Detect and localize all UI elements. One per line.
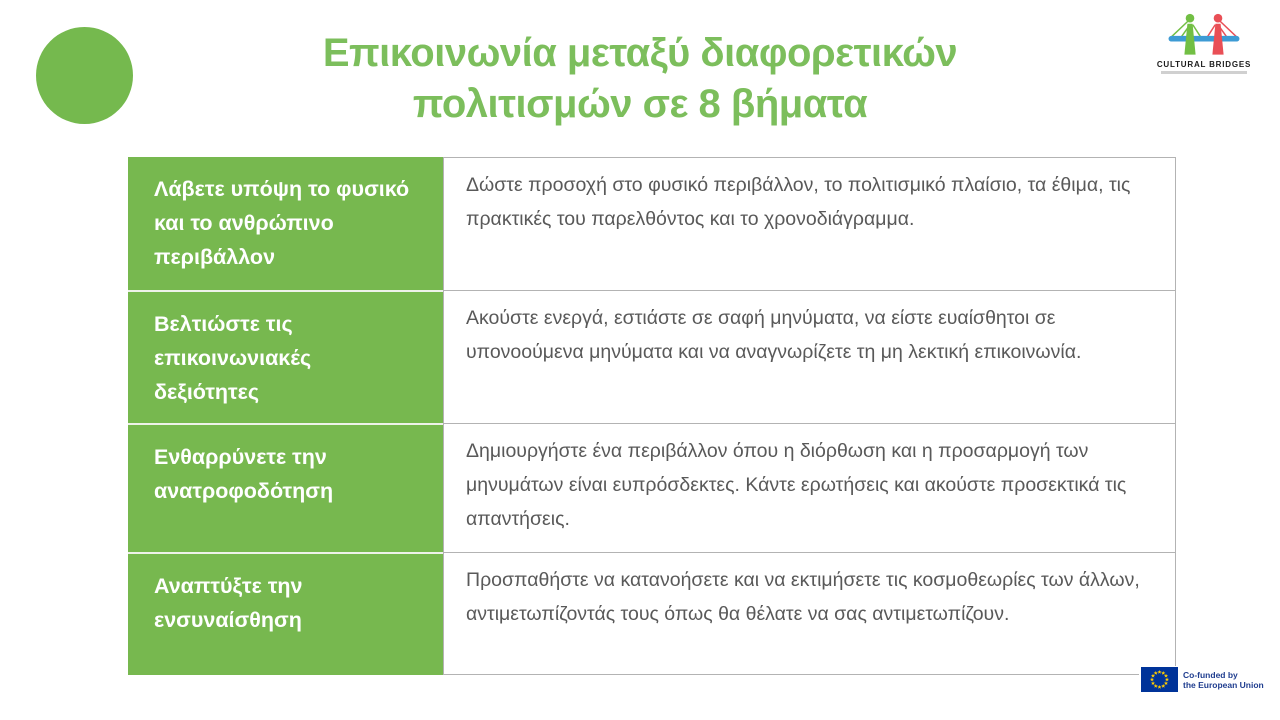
accent-circle bbox=[36, 27, 133, 124]
description-cell: Δημιουργήστε ένα περιβάλλον όπου η διόρθωση και η προσαρμογή των μηνυμάτων είναι ευπρόσδεκτες. Κάντε ερωτήσεις και ακούστε προσεκτικά τις απαντήσεις. bbox=[443, 423, 1176, 552]
table-row bbox=[128, 552, 1176, 675]
description-cell: Δώστε προσοχή στο φυσικό περιβάλλον, το πολιτισμικό πλαίσιο, τα έθιμα, τις πρακτικές του παρελθόντος και το χρονοδιάγραμμα. bbox=[443, 157, 1176, 290]
table-row bbox=[128, 423, 1176, 552]
description-cell: Προσπαθήστε να κατανοήσετε και να εκτιμήσετε τις κοσμοθεωρίες των άλλων, αντιμετωπίζοντάς τους όπως θα θέλατε να σας αντιμετωπίζουν. bbox=[443, 552, 1176, 675]
eu-funding-text-line-2: the European Union bbox=[1183, 679, 1264, 690]
logo-wordmark: CULTURAL BRIDGES bbox=[1156, 60, 1252, 69]
step-cell: Αναπτύξτε την ενσυναίσθηση bbox=[128, 552, 443, 675]
page-title-line-1: Επικοινωνία μεταξύ διαφορετικών bbox=[322, 31, 958, 75]
eu-funding-text bbox=[1183, 670, 1264, 690]
page-title bbox=[140, 28, 1140, 130]
step-cell: Λάβετε υπόψη το φυσικό και το ανθρώπινο περιβάλλον bbox=[128, 157, 443, 290]
cultural-bridges-logo bbox=[1154, 12, 1254, 74]
bridge-icon bbox=[1162, 12, 1246, 58]
steps-table bbox=[128, 157, 1176, 675]
step-cell: Ενθαρρύνετε την ανατροφοδότηση bbox=[128, 423, 443, 552]
eu-funding-text-line-1: Co-funded by bbox=[1183, 669, 1238, 680]
step-cell: Βελτιώστε τις επικοινωνιακές δεξιότητες bbox=[128, 290, 443, 423]
page-title-line-2: πολιτισμών σε 8 βήματα bbox=[412, 82, 868, 126]
table-row bbox=[128, 290, 1176, 423]
eu-funding-badge bbox=[1139, 666, 1266, 693]
table-row bbox=[128, 157, 1176, 290]
description-cell: Ακούστε ενεργά, εστιάστε σε σαφή μηνύματα, να είστε ευαίσθητοι σε υπονοούμενα μηνύματα και να αναγνωρίζετε τη μη λεκτική επικοινωνία. bbox=[443, 290, 1176, 423]
logo-tagline-line bbox=[1161, 71, 1247, 74]
eu-flag-icon bbox=[1141, 667, 1178, 692]
